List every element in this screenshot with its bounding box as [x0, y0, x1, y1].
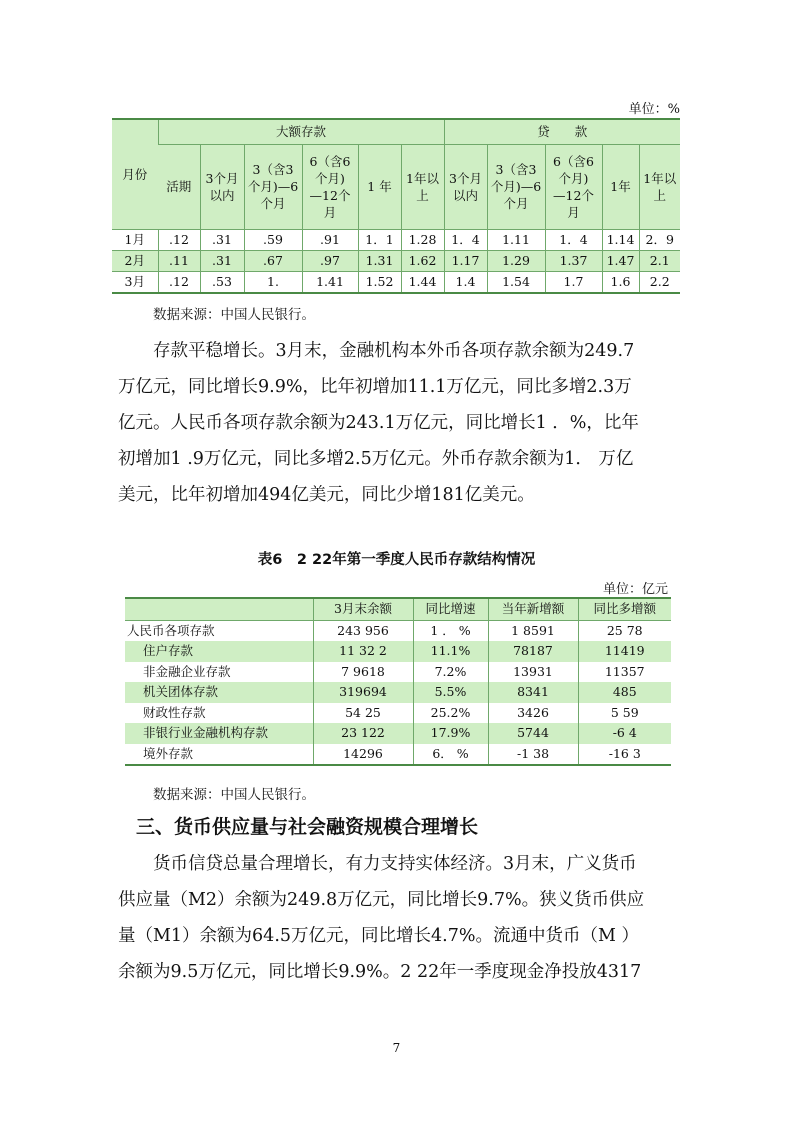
col-header-line: 活期 — [166, 179, 192, 194]
paragraph-line: 余额为9.5万亿元，同比增长9.9%。2 22年一季度现金净投放4317 — [118, 962, 642, 982]
table-row — [125, 682, 671, 703]
value-cell: 17.9% — [413, 723, 488, 744]
table-row — [125, 703, 671, 724]
row-label: 境外存款 — [143, 745, 194, 761]
column-header: 当年新增额 — [488, 598, 578, 620]
value-cell: 54 25 — [313, 703, 413, 724]
rate-cell: .67 — [244, 250, 302, 271]
value-cell: 25.2% — [413, 703, 488, 724]
value-cell: 13931 — [488, 662, 578, 683]
table-row — [125, 641, 671, 662]
value-cell: 5 59 — [578, 703, 671, 724]
col-header-line: 6（含6 — [309, 153, 351, 169]
table1-unit: 单位：% — [628, 102, 680, 117]
value-cell: 3426 — [488, 703, 578, 724]
col-header-line: 1年 — [610, 179, 631, 194]
col-header-line: 以内 — [209, 187, 235, 203]
col-header-line: —12个 — [309, 187, 351, 203]
rate-cell: 1.54 — [487, 271, 545, 293]
col-header-line: 6（含6 — [553, 153, 594, 169]
deposit-group-header: 大额存款 — [158, 119, 444, 144]
value-cell: -16 3 — [578, 744, 671, 766]
rate-cell: .12 — [158, 271, 200, 293]
rate-cell: 1.28 — [401, 229, 444, 250]
value-cell: 7 9618 — [313, 662, 413, 683]
rate-cell: 1. — [244, 271, 302, 293]
rate-cell: .97 — [302, 250, 358, 271]
value-cell: 1 8591 — [488, 620, 578, 641]
paragraph-line: 供应量（M2）余额为249.8万亿元，同比增长9.7%。狭义货币供应 — [118, 890, 645, 910]
col-header-line: 个月 — [260, 196, 286, 211]
rate-cell: .59 — [244, 229, 302, 250]
table-row — [125, 723, 671, 744]
table-row — [112, 271, 680, 293]
col-header-line: 3个月 — [449, 170, 482, 186]
deposit-col-header-5 — [401, 144, 444, 229]
paragraph-money-supply — [118, 846, 713, 990]
month-header: 月份 — [112, 119, 158, 229]
month-cell: 3月 — [124, 274, 145, 289]
value-cell: 1 ． % — [413, 620, 488, 641]
loan-col-header-3 — [602, 144, 639, 229]
interest-rate-table — [112, 118, 680, 294]
table-row — [125, 620, 671, 641]
column-header: 同比多增额 — [578, 598, 671, 620]
col-header-line: —12个 — [553, 187, 594, 203]
rate-cell: 1．4 — [545, 229, 602, 250]
rate-cell: .31 — [200, 250, 244, 271]
value-cell: 243 956 — [313, 620, 413, 641]
rate-cell: 2.1 — [639, 250, 680, 271]
table-row — [112, 250, 680, 271]
row-label: 非金融企业存款 — [143, 663, 231, 679]
table-row — [112, 229, 680, 250]
col-header-line: 1年以 — [406, 170, 439, 186]
col-header-line: 3（含3 — [252, 162, 294, 177]
rate-cell: .91 — [302, 229, 358, 250]
table-row — [125, 662, 671, 683]
col-header-line: 上 — [416, 187, 429, 203]
value-cell: 6． % — [413, 744, 488, 766]
row-label: 住户存款 — [125, 641, 313, 662]
paragraph-line: 初增加1 .9万亿元，同比多增2.5万亿元。外币存款余额为1． 万亿 — [118, 449, 634, 469]
rate-cell: 1.37 — [545, 250, 602, 271]
paragraph-line: 亿元。人民币各项存款余额为243.1万亿元，同比增长1 ．%，比年 — [118, 413, 639, 433]
paragraph-line: 量（M1）余额为64.5万亿元，同比增长4.7%。流通中货币（M ） — [118, 926, 639, 946]
rate-cell: 1.52 — [358, 271, 401, 293]
rate-cell: 1.7 — [545, 271, 602, 293]
column-header: 3月末余额 — [313, 598, 413, 620]
col-header-line: 1 年 — [367, 179, 392, 194]
col-header-line: 个月)—6 — [490, 179, 542, 194]
row-label: 非银行业金融机构存款 — [125, 723, 313, 744]
column-header: 同比增速 — [413, 598, 488, 620]
col-header-line: 月 — [567, 204, 580, 220]
rate-cell: .12 — [158, 229, 200, 250]
loan-col-header-4 — [639, 144, 680, 229]
value-cell: -6 4 — [578, 723, 671, 744]
value-cell: 11 32 2 — [313, 641, 413, 662]
value-cell: 11357 — [578, 662, 671, 683]
table1-source: 数据来源：中国人民银行。 — [153, 307, 315, 323]
table2-unit: 单位：亿元 — [602, 582, 668, 597]
month-cell: 1月 — [112, 229, 158, 250]
value-cell: 11419 — [578, 641, 671, 662]
table2-caption: 表6 2 22年第一季度人民币存款结构情况 — [257, 552, 536, 568]
col-header-line: 3（含3 — [495, 162, 537, 177]
col-header-line: 1年以 — [643, 170, 677, 186]
value-cell: 78187 — [488, 641, 578, 662]
value-cell: -1 38 — [488, 744, 578, 766]
rate-cell: 1.14 — [602, 229, 639, 250]
rate-cell: 2.2 — [639, 271, 680, 293]
rate-cell: 1.29 — [487, 250, 545, 271]
col-header-line: 3个月 — [205, 170, 239, 186]
rate-cell: 1.11 — [487, 229, 545, 250]
col-header-line: 个月 — [503, 196, 529, 211]
deposit-col-header-1 — [200, 144, 244, 229]
row-label: 财政性存款 — [143, 704, 206, 720]
rate-cell: 1.17 — [444, 250, 487, 271]
rate-cell: .31 — [200, 229, 244, 250]
col-header-line: 个月) — [558, 170, 589, 186]
value-cell: 8341 — [488, 682, 578, 703]
paragraph-line: 存款平稳增长。3月末，金融机构本外币各项存款余额为249.7 — [153, 341, 635, 361]
value-cell: 25 78 — [578, 620, 671, 641]
table-header-row — [125, 598, 671, 620]
value-cell: 5744 — [488, 723, 578, 744]
rate-cell: 1.31 — [358, 250, 401, 271]
rate-cell: 1．4 — [444, 229, 487, 250]
rate-cell: 1.41 — [302, 271, 358, 293]
paragraph-line: 万亿元，同比增长9.9%，比年初增加11.1万亿元，同比多增2.3万 — [118, 377, 632, 397]
loan-col-header-0 — [444, 144, 487, 229]
col-header-line: 上 — [653, 187, 666, 203]
deposit-structure-table — [125, 597, 671, 766]
section-title: 三、货币供应量与社会融资规模合理增长 — [136, 816, 479, 838]
table2-source: 数据来源：中国人民银行。 — [153, 787, 315, 803]
loan-group-header: 贷 款 — [444, 119, 680, 144]
rate-cell: 1.44 — [401, 271, 444, 293]
deposit-col-header-0 — [158, 144, 200, 229]
rate-cell: 2．9 — [639, 229, 680, 250]
col-header-line: 月 — [323, 204, 337, 220]
col-header-line: 个月) — [315, 170, 345, 186]
month-cell: 2月 — [112, 250, 158, 271]
value-cell: 319694 — [313, 682, 413, 703]
rate-cell: 1．1 — [358, 229, 401, 250]
column-header — [125, 598, 313, 620]
paragraph-line: 美元，比年初增加494亿美元，同比少增181亿美元。 — [118, 485, 535, 505]
rate-cell: .53 — [200, 271, 244, 293]
loan-col-header-1 — [487, 144, 545, 229]
rate-cell: 1.47 — [602, 250, 639, 271]
deposit-col-header-3 — [302, 144, 358, 229]
value-cell: 23 122 — [313, 723, 413, 744]
paragraph-line: 货币信贷总量合理增长，有力支持实体经济。3月末，广义货币 — [153, 854, 637, 874]
value-cell: 11.1% — [413, 641, 488, 662]
deposit-col-header-2 — [244, 144, 302, 229]
row-label: 机关团体存款 — [125, 682, 313, 703]
deposit-col-header-4 — [358, 144, 401, 229]
rate-cell: 1.62 — [401, 250, 444, 271]
value-cell: 5.5% — [413, 682, 488, 703]
value-cell: 485 — [578, 682, 671, 703]
paragraph-deposits — [118, 333, 713, 513]
rate-cell: 1.6 — [602, 271, 639, 293]
value-cell: 7.2% — [413, 662, 488, 683]
col-header-line: 个月)—6 — [247, 179, 299, 194]
row-label: 人民币各项存款 — [127, 622, 215, 638]
page-number: 7 — [392, 1041, 401, 1055]
rate-cell: 1.4 — [444, 271, 487, 293]
col-header-line: 以内 — [452, 187, 478, 203]
table-row — [125, 744, 671, 766]
rate-cell: .11 — [158, 250, 200, 271]
value-cell: 14296 — [313, 744, 413, 766]
loan-col-header-2 — [545, 144, 602, 229]
